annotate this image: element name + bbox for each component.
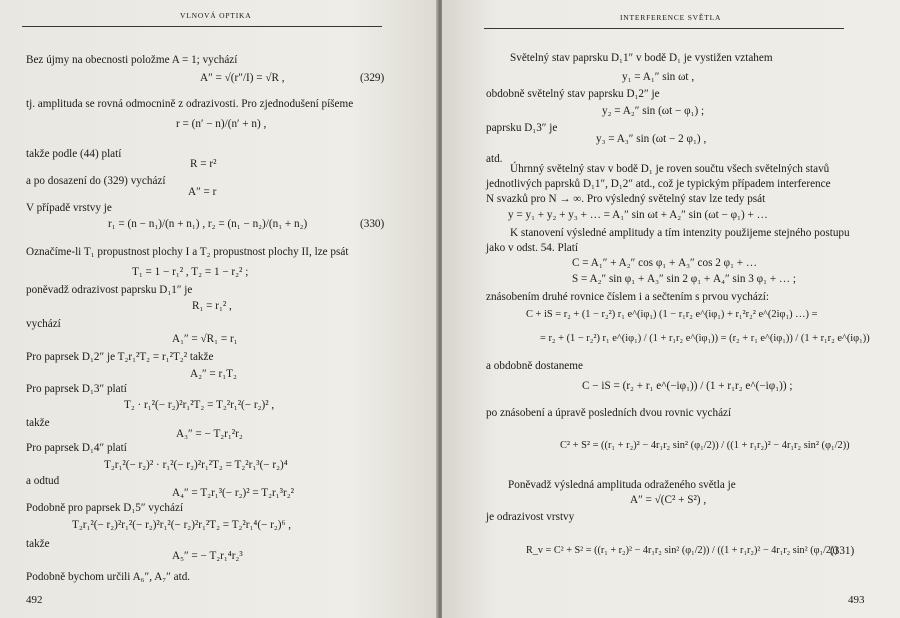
equation: y₃ = A₃″ sin (ωt − 2 φ₁) ,: [596, 133, 707, 145]
equation: A″ = √(C² + S²) ,: [630, 494, 707, 506]
text-line: Bez újmy na obecnosti položme A = 1; vychází: [26, 54, 238, 66]
equation: r₁ = (n − n₁)/(n + n₁) , r₂ = (n₁ − n₂)/(n₁ + n₂): [108, 218, 308, 230]
text-line: Podobně bychom určili A₆″, A₇″ atd.: [26, 571, 191, 583]
text-line: Poněvadž výsledná amplituda odraženého světla je: [508, 479, 736, 491]
equation: T₂r₁²(− r₂)² · r₁²(− r₂)²r₁²T₂ = T₂²r₁³(− r₂)⁴: [104, 459, 288, 471]
text-line: znásobením druhé rovnice číslem i a sečtením s prvou vychází:: [486, 291, 770, 303]
text-line: a obdobně dostaneme: [486, 360, 583, 372]
text-line: Světelný stav paprsku D₁1″ v bodě D₁ je vystižen vztahem: [510, 52, 773, 64]
equation: R = r²: [190, 158, 217, 170]
equation-number: (330): [360, 218, 385, 230]
equation: S = A₂″ sin φ₁ + A₃″ sin 2 φ₁ + A₄″ sin 3 φ₁ + … ;: [572, 273, 797, 285]
text-line: K stanovení výsledné amplitudy a tím intenzity použijeme stejného postupu: [510, 227, 850, 239]
equation-number: (331): [830, 545, 855, 557]
text-line: takže podle (44) platí: [26, 148, 122, 160]
equation: T₁ = 1 − r₁² , T₂ = 1 − r₂² ;: [132, 266, 249, 278]
equation: C + iS = r₂ + (1 − r₂²) r₁ e^(iφ₁) (1 − r₁r₂ e^(iφ₁) + r₁²r₂² e^(2iφ₁) …) =: [526, 309, 818, 320]
text-line: je odrazivost vrstvy: [486, 511, 575, 523]
header-rule-right: [484, 28, 844, 29]
equation: A₄″ = T₂r₁³(− r₂)² = T₂r₁³r₂²: [172, 487, 294, 499]
text-line: po znásobení a úpravě posledních dvou rovnic vychází: [486, 407, 732, 419]
equation: A₂″ = r₁T₂: [190, 368, 237, 380]
equation: A₃″ = − T₂r₁²r₂: [176, 428, 243, 440]
page-number-right: 493: [848, 594, 865, 606]
equation: A₅″ = − T₂r₁⁴r₂³: [172, 550, 243, 562]
equation: R_v = C² + S² = ((r₁ + r₂)² − 4r₁r₂ sin² (φ₁/2)) / ((1 + r₁r₂)² − 4r₁r₂ sin² (φ₁/2)): [526, 545, 838, 556]
text-line: jako v odst. 54. Platí: [486, 242, 578, 254]
equation: A″ = √(r″/I) = √R ,: [200, 72, 285, 84]
text-line: Pro paprsek D₁3″ platí: [26, 383, 127, 395]
text-line: takže: [26, 417, 50, 429]
equation: T₂r₁²(− r₂)²r₁²(− r₂)²r₁²(− r₂)²r₁²T₂ = T₂²r₁⁴(− r₂)⁶ ,: [72, 519, 291, 531]
text-line: Podobně pro paprsek D₁5″ vychází: [26, 502, 184, 514]
equation: C − iS = (r₂ + r₁ e^(−iφ₁)) / (1 + r₁r₂ e^(−iφ₁)) ;: [582, 380, 793, 392]
equation: C² + S² = ((r₁ + r₂)² − 4r₁r₂ sin² (φ₁/2)) / ((1 + r₁r₂)² − 4r₁r₂ sin² (φ₁/2)): [560, 440, 850, 451]
equation: R₁ = r₁² ,: [192, 300, 232, 312]
equation: C = A₁″ + A₂″ cos φ₁ + A₃″ cos 2 φ₁ + …: [572, 257, 758, 269]
equation: r = (n′ − n)/(n′ + n) ,: [176, 118, 267, 130]
running-head-left: VLNOVÁ OPTIKA: [180, 11, 252, 20]
text-line: vychází: [26, 318, 61, 330]
text-line: N svazků pro N → ∞. Pro výsledný světelný stav lze tedy psát: [486, 193, 766, 205]
text-line: a odtud: [26, 475, 60, 487]
equation: y₂ = A₂″ sin (ωt − φ₁) ;: [602, 105, 705, 117]
equation: A₁″ = √R₁ = r₁: [172, 333, 238, 345]
text-line: Úhrnný světelný stav v bodě D₁ je roven součtu všech světelných stavů: [510, 163, 830, 175]
right-page: [442, 0, 900, 618]
text-line: Označíme-li T₁ propustnost plochy I a T₂ propustnost plochy II, lze psát: [26, 246, 349, 258]
text-line: takže: [26, 538, 50, 550]
text-line: atd.: [486, 153, 503, 165]
text-line: V případě vrstvy je: [26, 202, 112, 214]
equation: = r₂ + (1 − r₂²) r₁ e^(iφ₁) / (1 + r₁r₂ e^(iφ₁)) = (r₂ + r₁ e^(iφ₁)) / (1 + r₁r₂ e^(iφ₁)): [540, 333, 870, 344]
equation: y₁ = A₁″ sin ωt ,: [622, 71, 695, 83]
text-line: Pro paprsek D₁2″ je T₂r₁²T₂ = r₁²T₂² takže: [26, 351, 214, 363]
text-line: a po dosazení do (329) vychází: [26, 175, 166, 187]
equation: A″ = r: [188, 186, 217, 198]
left-page: [0, 0, 438, 618]
text-line: obdobně světelný stav paprsku D₁2″ je: [486, 88, 660, 100]
equation-number: (329): [360, 72, 385, 84]
text-line: jednotlivých paprsků D₁1″, D₁2″ atd., což je typickým případem interference: [486, 178, 831, 190]
text-line: tj. amplituda se rovná odmocnině z odrazivosti. Pro zjednodušení píšeme: [26, 98, 354, 110]
header-rule-left: [22, 26, 382, 27]
page-number-left: 492: [26, 594, 43, 606]
equation: T₂ · r₁²(− r₂)²r₁²T₂ = T₂²r₁²(− r₂)² ,: [124, 399, 275, 411]
text-line: poněvadž odrazivost paprsku D₁1″ je: [26, 284, 193, 296]
text-line: Pro paprsek D₁4″ platí: [26, 442, 127, 454]
equation: y = y₁ + y₂ + y₃ + … = A₁″ sin ωt + A₂″ sin (ωt − φ₁) + …: [508, 209, 768, 221]
text-line: paprsku D₁3″ je: [486, 122, 558, 134]
running-head-right: INTERFERENCE SVĚTLA: [620, 13, 722, 22]
